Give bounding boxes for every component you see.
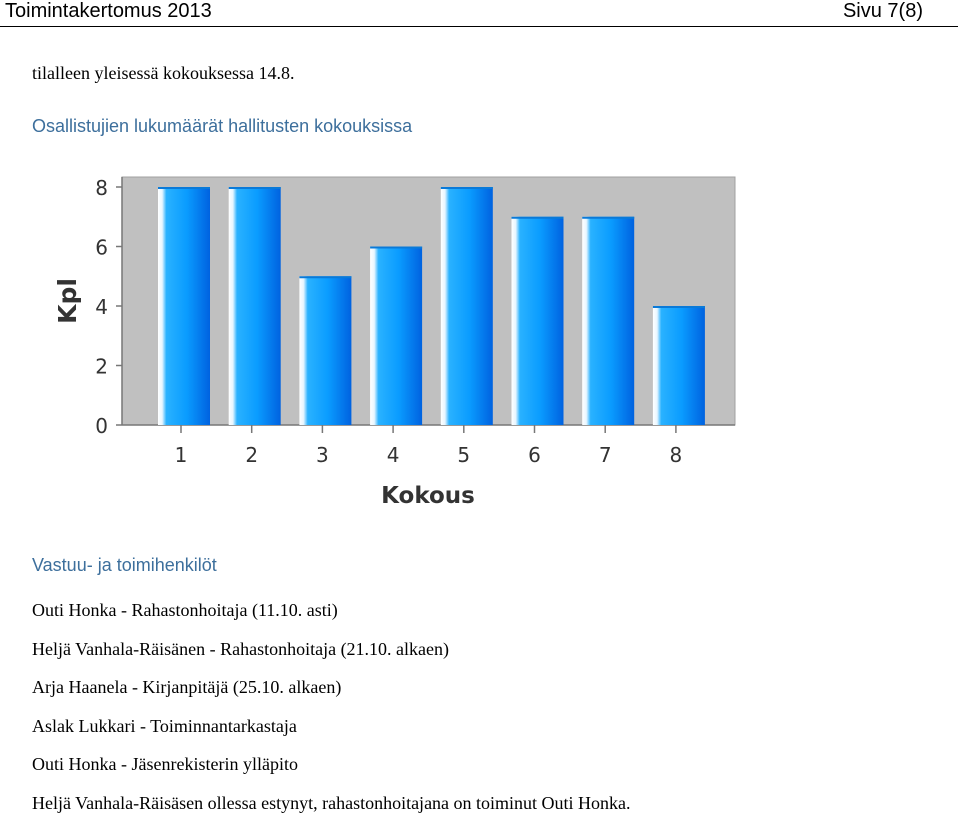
x-tick-label: 5: [457, 443, 471, 467]
page-number: Sivu 7(8): [842, 0, 923, 22]
x-tick-label: 7: [598, 443, 612, 467]
list-item: Aslak Lukkari - Toiminnantarkastaja: [32, 715, 297, 736]
x-tick-label: 2: [245, 443, 259, 467]
attendance-bar-chart: [40, 165, 760, 515]
list-item: Arja Haanela - Kirjanpitäjä (25.10. alkaen): [32, 677, 342, 698]
people-section-heading: Vastuu- ja toimihenkilöt: [32, 555, 217, 575]
y-tick-label: 6: [95, 235, 108, 260]
bar: [299, 276, 351, 425]
x-tick-label: 1: [174, 443, 188, 467]
bar: [158, 187, 210, 425]
intro-text: tilalleen yleisessä kokouksessa 14.8.: [32, 63, 295, 83]
bar: [512, 217, 564, 425]
x-tick-label: 6: [528, 443, 541, 467]
bar: [653, 306, 705, 425]
y-tick-label: 2: [95, 354, 108, 379]
page-header: [0, 0, 958, 27]
bar: [441, 187, 493, 425]
list-item: Heljä Vanhala-Räisäsen ollessa estynyt, rahastonhoitajana on toiminut Outi Honka.: [32, 792, 631, 813]
bar: [582, 217, 634, 425]
chart-section-heading: Osallistujien lukumäärät hallitusten kokouksissa: [32, 116, 413, 136]
document-title: Toimintakertomus 2013: [5, 0, 212, 22]
plot-area: [122, 177, 735, 425]
list-item: Heljä Vanhala-Räisänen - Rahastonhoitaja (21.10. alkaen): [32, 638, 450, 659]
x-axis-title: Kokous: [381, 483, 475, 509]
x-tick-label: 8: [669, 443, 683, 467]
y-tick-label: 4: [95, 295, 108, 319]
list-item: Outi Honka - Rahastonhoitaja (11.10. asti): [32, 600, 338, 620]
x-tick-label: 3: [316, 443, 329, 467]
bar: [370, 247, 422, 426]
y-tick-label: 0: [95, 414, 108, 438]
list-item: Outi Honka - Jäsenrekisterin ylläpito: [32, 754, 298, 775]
y-axis-title: Kpl: [53, 278, 82, 324]
x-tick-label: 4: [386, 443, 400, 467]
y-tick-label: 8: [95, 176, 108, 200]
bar: [229, 187, 281, 425]
people-list: [32, 598, 631, 830]
